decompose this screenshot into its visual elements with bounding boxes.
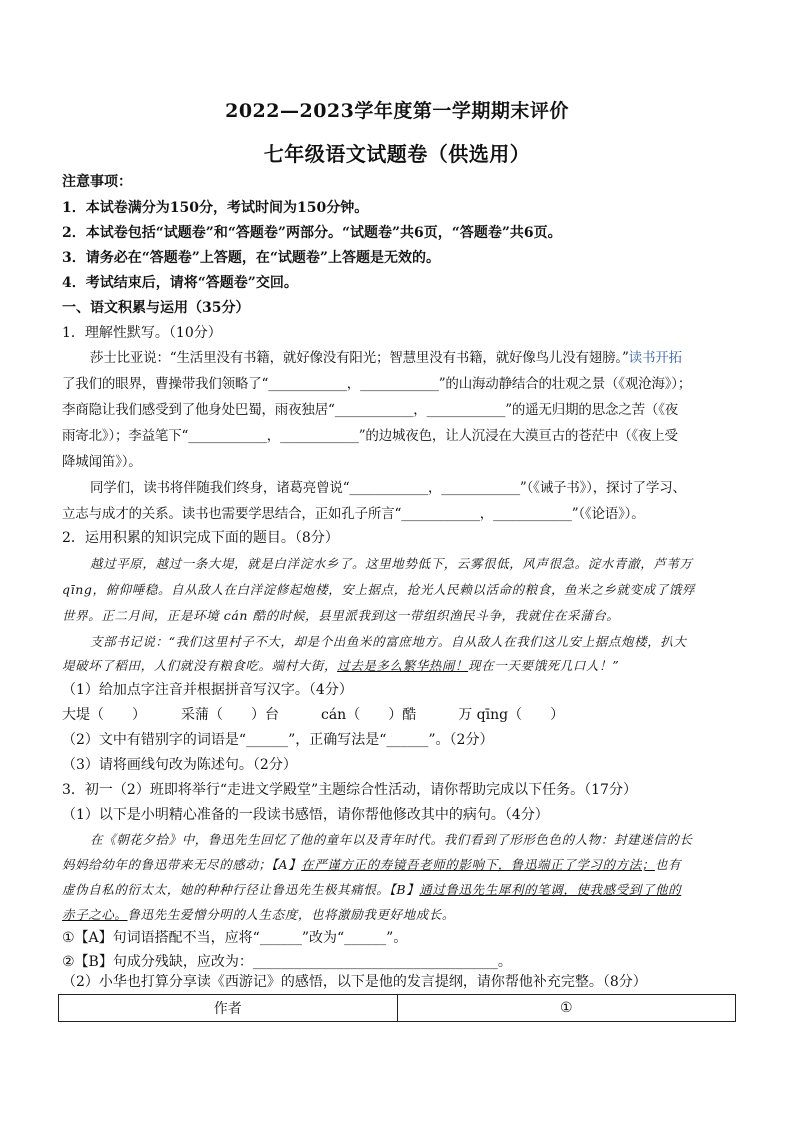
- note-item-3: 3．请务必在“答题卷”上答题，在“试题卷”上答题是无效的。: [62, 250, 440, 266]
- q2-sub2: （2）文中有错别字的词语是“______”，正确写法是“______”。（2分）: [62, 732, 494, 748]
- q2-passage-line: 世界。正二月间，正是环境 cán 酷的时候，县里派我到这一带组织渔民斗争，我就住在采蒲台。: [62, 608, 620, 623]
- q1-text: 读书开拓: [628, 350, 682, 366]
- q3-passage-text: 虚伪自私的衍太太，她的种种行径让鲁迅先生极其痛恨。【B】: [62, 882, 420, 897]
- q3-passage-text: 妈妈给幼年的鲁迅带来无尽的感动；【A】: [62, 857, 302, 872]
- q1-paragraph-line: 了我们的眼界，曹操带我们领略了“____________，____________”的山海动静结合的壮观之景（《观沧海》）；: [62, 376, 692, 392]
- q3-passage-line: 在《朝花夕拾》中，鲁迅先生回忆了他的童年以及青年时代。我们看到了形形色色的人物：封建迷信的长: [90, 832, 693, 847]
- q2-passage-line: [62, 656, 619, 676]
- q3-underlined-b-end: 赤子之心。: [62, 907, 128, 922]
- q3-answer-b: ②【B】句成分残缺，应改为：___________________________________。: [62, 954, 512, 970]
- outline-table: [58, 994, 736, 1022]
- q1-paragraph-line: 雨寄北》）；李益笔下“____________，____________”的边城夜色，让人沉浸在大漠亘古的苍茫中（《夜上受: [62, 428, 678, 444]
- table-cell-author: 作者: [59, 995, 398, 1022]
- q1-paragraph-line: 同学们，读书将伴随我们终身，诸葛亮曾说“____________，____________”（《诫子书》），探讨了学习、: [90, 480, 686, 496]
- q1-paragraph-line: 降城闻笛》）。: [62, 454, 142, 470]
- q3-sub2: （2）小华也打算分享读《西游记》的感悟，以下是他的发言提纲，请你帮他补充完整。（8分）: [62, 974, 647, 990]
- table-cell-blank-1: ①: [397, 995, 736, 1022]
- q1-title: 1．理解性默写。（10分）: [62, 325, 222, 341]
- q2-title: 2．运用积累的知识完成下面的题目。（8分）: [62, 530, 339, 546]
- q3-passage-line: [62, 905, 455, 925]
- q1-text: 莎士比亚说：“生活里没有书籍，就好像没有阳光；智慧里没有书籍，就好像鸟儿没有翅膀。”: [90, 350, 629, 366]
- q2-passage-line: 越过平原，越过一条大堤，就是白洋淀水乡了。这里地势低下，云雾很低，风声很急。淀水青澈，芦苇万: [90, 556, 693, 571]
- q3-title: 3．初一（2）班即将举行“走进文学殿堂”主题综合性活动，请你帮助完成以下任务。（17分）: [62, 782, 637, 798]
- q3-passage-line: [62, 855, 681, 875]
- q1-paragraph-line: [90, 348, 682, 368]
- q2-underlined-sentence: 过去是多么繁华热闹！: [337, 658, 469, 673]
- q3-answer-a: ①【A】句词语搭配不当，应将“______”改为“______”。: [62, 930, 408, 946]
- section-heading: 一、语文积累与运用（35分）: [62, 300, 250, 316]
- q2-sub1-fill: 大堤（ ） 采蒲（ ）台 cán（ ）酷 万 qīng（ ）: [62, 707, 565, 723]
- exam-subtitle: 七年级语文试题卷（供选用）: [263, 142, 531, 166]
- table-row: [59, 995, 736, 1022]
- q2-passage-text: 堤破坏了稻田，人们就没有粮食吃。端村大街，: [62, 658, 338, 673]
- q2-passage-text: 现在一天要饿死几口人！”: [468, 658, 620, 673]
- q2-sub1: （1）给加点字注音并根据拼音写汉字。（4分）: [62, 682, 353, 698]
- q3-underlined-b: 通过鲁迅先生犀利的笔调，使我感受到了他的: [419, 882, 682, 897]
- q2-sub3: （3）请将画线句改为陈述句。（2分）: [62, 757, 297, 773]
- q2-passage-line: qīng，俯仰唾稳。自从敌人在白洋淀修起炮楼，安上据点，抢光人民赖以活命的粮食，鱼米之乡就变成了饿殍: [62, 582, 696, 597]
- q3-underlined-a: 在严谨方正的寿镜吾老师的影响下，鲁迅端正了学习的方法；: [301, 857, 655, 872]
- q1-paragraph-line: 立志与成才的关系。读书也需要学思结合，正如孔子所言“____________，____________”（《论语》）。: [62, 506, 645, 522]
- q1-paragraph-line: 李商隐让我们感受到了他身处巴蜀，雨夜独居“____________，____________”的遥无归期的思念之苦（《夜: [62, 402, 679, 418]
- note-item-2: 2．本试卷包括“试题卷”和“答题卷”两部分。“试题卷”共6页，“答题卷”共6页。: [62, 225, 562, 241]
- exam-title: 2022—2023学年度第一学期期末评价: [225, 100, 569, 122]
- q3-sub1: （1）以下是小明精心准备的一段读书感悟，请你帮他修改其中的病句。（4分）: [62, 807, 549, 823]
- q3-passage-line: [62, 880, 681, 900]
- notes-heading: 注意事项：: [62, 174, 132, 190]
- note-item-4: 4．考试结束后，请将“答题卷”交回。: [62, 275, 298, 291]
- note-item-1: 1．本试卷满分为150分，考试时间为150分钟。: [62, 200, 369, 216]
- q2-passage-line: 支部书记说：“我们这里村子不大，却是个出鱼米的富庶地方。自从敌人在我们这儿安上据点炮楼，扒大: [90, 634, 687, 649]
- q3-passage-text: 也有: [654, 857, 682, 872]
- q3-passage-text: 鲁迅先生爱憎分明的人生态度，也将激励我更好地成长。: [127, 907, 456, 922]
